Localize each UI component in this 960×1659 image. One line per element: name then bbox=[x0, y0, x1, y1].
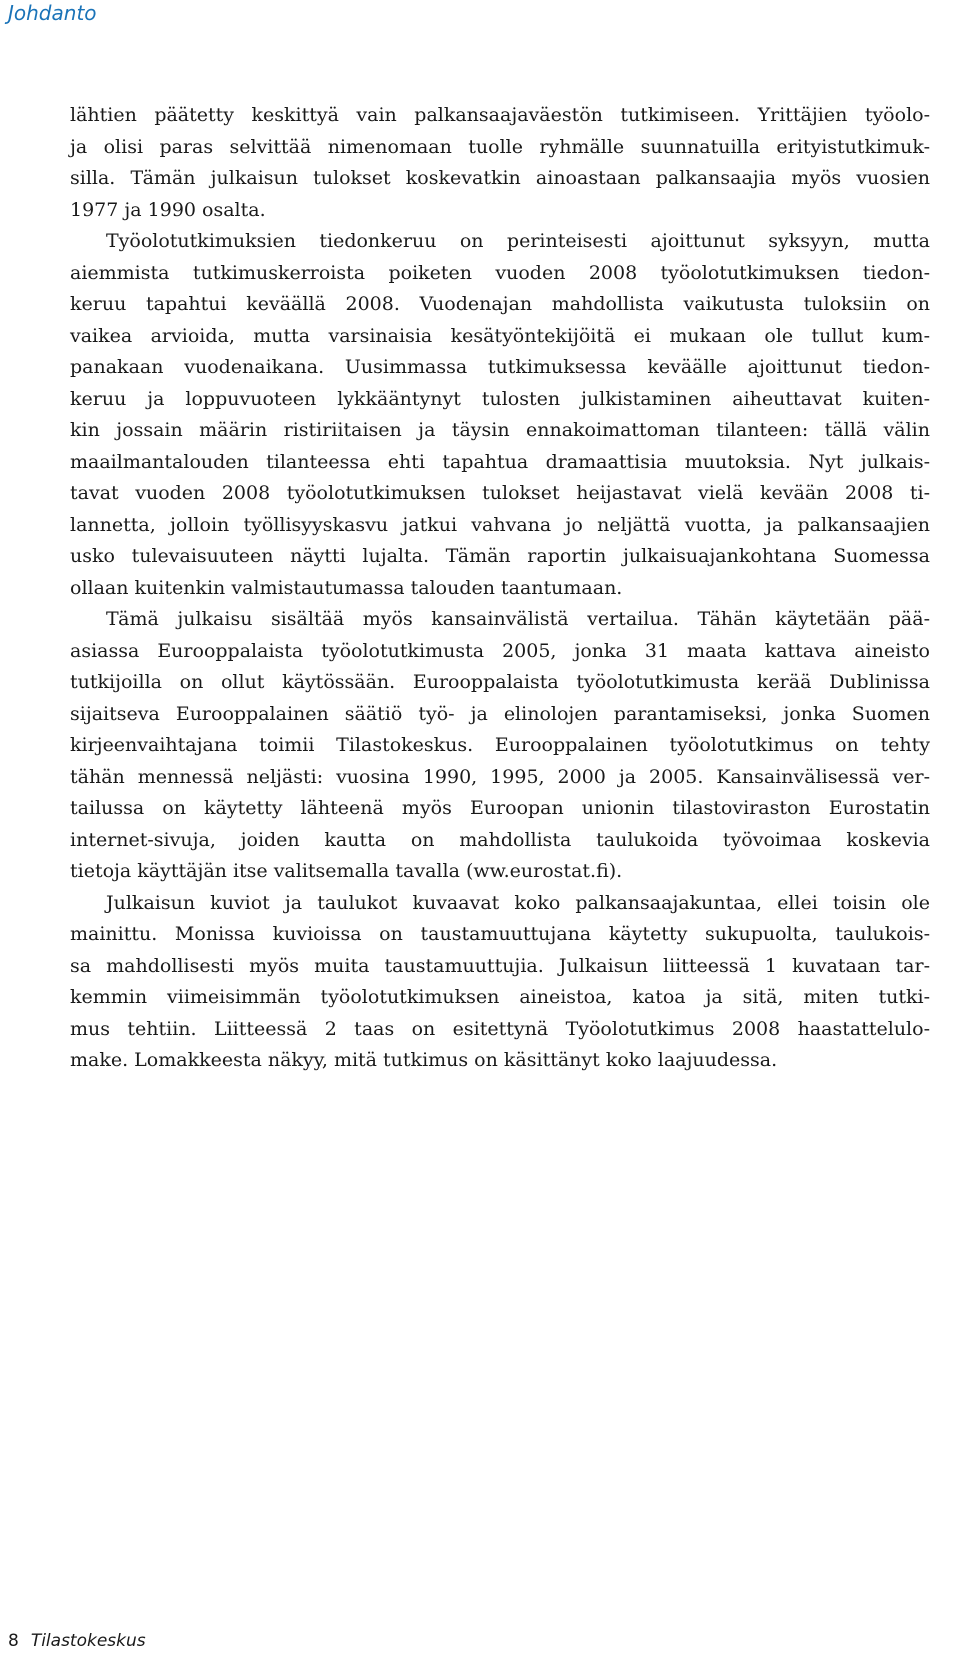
text-line: kin jossain määrin ristiriitaisen ja täysin ennakoimattoman tilanteen: tällä välin bbox=[70, 419, 930, 441]
text-line: Työolotutkimuksien tiedonkeruu on perinteisesti ajoittunut syksyyn, mutta bbox=[106, 230, 930, 252]
text-line: aiemmista tutkimuskerroista poiketen vuoden 2008 työolotutkimuksen tiedon- bbox=[70, 261, 930, 284]
text-line: tietoja käyttäjän itse valitsemalla tavalla (ww.eurostat.fi). bbox=[70, 860, 623, 882]
text-line: Tämä julkaisu sisältää myös kansainvälistä vertailua. Tähän käytetään pää- bbox=[106, 608, 930, 630]
text-line: 1977 ja 1990 osalta. bbox=[70, 198, 266, 221]
text-line: tailussa on käytetty lähteenä myös Euroopan unionin tilastoviraston Eurostatin bbox=[70, 797, 930, 819]
text-line: vaikea arvioida, mutta varsinaisia kesätyöntekijöitä ei mukaan ole tullut kum- bbox=[70, 324, 930, 347]
text-line: keruu ja loppuvuoteen lykkääntynyt tulosten julkistaminen aiheuttavat kuiten- bbox=[70, 387, 930, 410]
text-line: lannetta, jolloin työllisyyskasvu jatkui vahvana jo neljättä vuotta, ja palkansaajien bbox=[70, 513, 930, 536]
text-line: make. Lomakkeesta näkyy, mitä tutkimus on käsittänyt koko laajuudessa. bbox=[70, 1049, 778, 1071]
publisher-name: Tilastokeskus bbox=[30, 1631, 146, 1651]
text-line: mainittu. Monissa kuvioissa on taustamuuttujana käytetty sukupuolta, taulukois- bbox=[70, 923, 930, 945]
running-head: Johdanto bbox=[8, 1, 97, 25]
text-line: tutkijoilla on ollut käytössään. Eurooppalaista työolotutkimusta kerää Dublinissa bbox=[70, 671, 930, 693]
text-line: keruu tapahtui keväällä 2008. Vuodenajan mahdollista vaikutusta tuloksiin on bbox=[70, 293, 930, 315]
text-line: sijaitseva Eurooppalainen säätiö työ- ja elinolojen parantamiseksi, jonka Suomen bbox=[70, 702, 930, 725]
text-line: asiassa Eurooppalaista työolotutkimusta 2005, jonka 31 maata kattava aineisto bbox=[70, 639, 930, 662]
text-line: maailmantalouden tilanteessa ehti tapahtua dramaattisia muutoksia. Nyt julkais- bbox=[70, 450, 930, 473]
text-line: sa mahdollisesti myös muita taustamuuttujia. Julkaisun liitteessä 1 kuvataan tar- bbox=[70, 954, 930, 977]
text-line: tavat vuoden 2008 työolotutkimuksen tulokset heijastavat vielä kevään 2008 ti- bbox=[70, 482, 930, 504]
text-line: usko tulevaisuuteen näytti lujalta. Tämän raportin julkaisuajankohtana Suomessa bbox=[70, 545, 930, 567]
body-text bbox=[70, 100, 930, 1077]
text-line: silla. Tämän julkaisun tulokset koskevatkin ainoastaan palkansaajia myös vuosien bbox=[70, 167, 930, 189]
text-line: lähtien päätetty keskittyä vain palkansaajaväestön tutkimiseen. Yrittäjien työolo- bbox=[70, 104, 930, 126]
page-footer bbox=[8, 1630, 146, 1652]
page-number: 8 bbox=[8, 1631, 19, 1651]
text-line: Julkaisun kuviot ja taulukot kuvaavat koko palkansaajakuntaa, ellei toisin ole bbox=[106, 891, 930, 914]
text-line: internet-sivuja, joiden kautta on mahdollista taulukoida työvoimaa koskevia bbox=[70, 828, 930, 851]
text-line: tähän mennessä neljästi: vuosina 1990, 1995, 2000 ja 2005. Kansainvälisessä ver- bbox=[70, 765, 930, 788]
text-line: panakaan vuodenaikana. Uusimmassa tutkimuksessa keväälle ajoittunut tiedon- bbox=[70, 356, 930, 378]
text-line: kirjeenvaihtajana toimii Tilastokeskus. Eurooppalainen työolotutkimus on tehty bbox=[70, 734, 930, 756]
text-line: ja olisi paras selvittää nimenomaan tuolle ryhmälle suunnatuilla erityistutkimuk- bbox=[70, 135, 930, 158]
text-line: ollaan kuitenkin valmistautumassa talouden taantumaan. bbox=[70, 576, 623, 599]
text-line: kemmin viimeisimmän työolotutkimuksen aineistoa, katoa ja sitä, miten tutki- bbox=[70, 986, 930, 1008]
text-line: mus tehtiin. Liitteessä 2 taas on esitettynä Työolotutkimus 2008 haastattelulo- bbox=[70, 1017, 930, 1040]
